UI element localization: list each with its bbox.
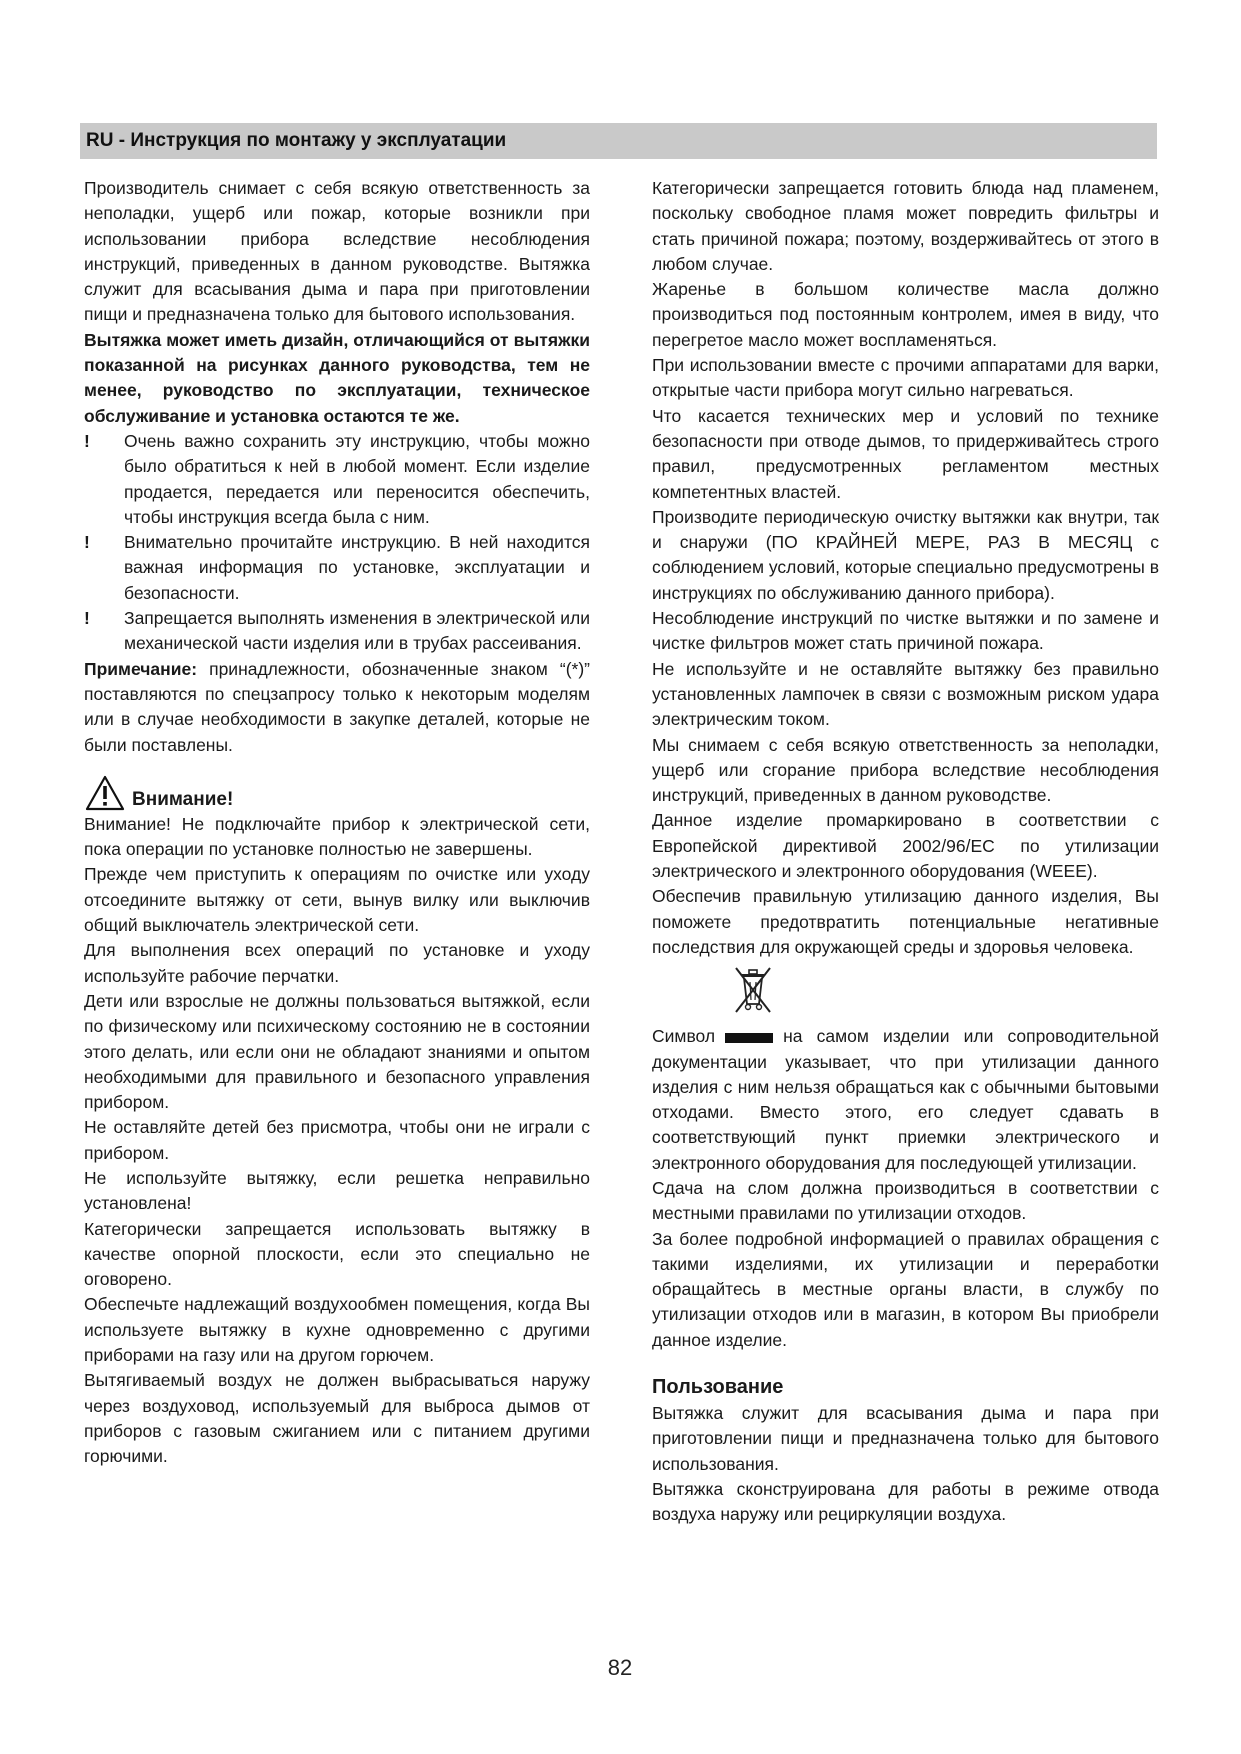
- weee-paragraph: Данное изделие промаркировано в соответствии с Европейской директивой 2002/96/ЕС по утилизации электрического и электронного оборудования (WEEE).: [652, 810, 1159, 882]
- warning-paragraph: Внимание! Не подключайте прибор к электрической сети, пока операции по установке полностью не завершены.: [84, 813, 590, 860]
- warning-triangle-icon: [84, 774, 126, 812]
- weee-paragraph: Обеспечив правильную утилизацию данного изделия, Вы поможете предотвратить потенциальные негативные последствия для окружающей среды и здоровья человека.: [652, 886, 1159, 957]
- safety-paragraph: Что касается технических мер и условий по технике безопасности при отводе дымов, то придерживайтесь строго правил, предусмотренных регламентом местных компетентных властей.: [652, 405, 1159, 502]
- usage-heading: Пользование: [652, 1376, 784, 1399]
- bullet-item: [84, 530, 590, 606]
- safety-paragraph: Категорически запрещается готовить блюда над пламенем, поскольку свободное пламя может повредить фильтры и стать причиной пожара; поэтому, воздерживайтесь от этого в любом случае.: [652, 178, 1159, 274]
- bullet-text: Внимательно прочитайте инструкцию. В ней находится важная информация по установке, эксплуатации и безопасности.: [124, 532, 590, 603]
- exclamation-mark: !: [84, 532, 90, 553]
- safety-paragraph: Мы снимаем с себя всякую ответственность за неполадки, ущерб или сгорание прибора вследствие несоблюдения инструкций, приведенных в данном руководстве.: [652, 734, 1159, 806]
- warning-title: Внимание!: [132, 788, 234, 810]
- symbol-word: Символ: [652, 1026, 716, 1047]
- page-number: 82: [607, 1655, 633, 1680]
- warning-paragraph: Категорически запрещается использовать вытяжку в качестве опорной плоскости, если это специально не оговорено.: [84, 1218, 590, 1290]
- usage-paragraph: Вытяжка служит для всасывания дыма и пара при приготовлении пищи и предназначена только для бытового использования.: [652, 1403, 1159, 1474]
- exclamation-mark: !: [84, 430, 90, 451]
- crossed-bin-icon: [730, 964, 776, 1018]
- usage-paragraph: Вытяжка сконструирована для работы в режиме отвода воздуха наружу или рециркуляции воздуха.: [652, 1478, 1159, 1525]
- symbol-text: на самом изделии или сопроводительной документации указывает, что при утилизации данного изделия с ним нельзя обращаться как с обычными бытовыми отходами. Вместо этого, его следует сдавать в соответствующий пункт приемки электрического и электронного оборудования для последующей утилизации.: [652, 1026, 1159, 1173]
- right-column: [652, 176, 1159, 1528]
- warning-paragraph: Вытягиваемый воздух не должен выбрасываться наружу через воздуховод, используемый для выброса дымов от приборов с газовым сжиганием или с питанием другими горючими.: [84, 1370, 590, 1467]
- note-label: Примечание:: [84, 658, 198, 679]
- note-text: принадлежности, обозначенные знаком “(*)” поставляются по спецзапросу только к некоторым моделям или в случае необходимости в закупке деталей, которые не были поставлены.: [84, 658, 590, 755]
- disposal-paragraph: Сдача на слом должна производиться в соответствии с местными правилами по утилизации отходов.: [652, 1177, 1159, 1224]
- warning-paragraph: Прежде чем приступить к операциям по очистке или уходу отсоедините вытяжку от сети, вынув вилку или выключив общий выключатель электрической сети.: [84, 864, 590, 936]
- disposal-paragraph: За более подробной информацией о правилах обращения с такими изделиями, их утилизации и переработки обращайтесь в местные органы власти, в службу по утилизации отходов или в магазин, в котором Вы приобрели данное изделие.: [652, 1228, 1159, 1350]
- safety-paragraph: Производите периодическую очистку вытяжки как внутри, так и снаружи (ПО КРАЙНЕЙ МЕРЕ, РАЗ В МЕСЯЦ с соблюдением условий, которые специально предусмотрены в инструкциях по обслуживанию данного прибора).: [652, 506, 1159, 603]
- bullet-item: [84, 606, 590, 657]
- exclamation-mark: !: [84, 608, 90, 629]
- note-paragraph: [84, 657, 590, 758]
- bullet-text: Запрещается выполнять изменения в электрической или механической части изделия или в трубах рассеивания.: [124, 608, 590, 654]
- warning-paragraph: Для выполнения всех операций по установке и уходу используйте рабочие перчатки.: [84, 940, 590, 986]
- section-header: [80, 123, 1157, 159]
- section-title: RU - Инструкция по монтажу у эксплуатации: [86, 130, 507, 151]
- bullet-text: Очень важно сохранить эту инструкцию, чтобы можно было обратиться к ней в любой момент. Если изделие продается, передается или переносится обеспечить, чтобы инструкция всегда была с ним.: [124, 430, 590, 527]
- black-bar-icon: [725, 1033, 773, 1043]
- intro-paragraph: Производитель снимает с себя всякую ответственность за неполадки, ущерб или пожар, которые возникли при использовании прибора вследствие несоблюдения инструкций, приведенных в данном руководстве. Вытяжка служит для всасывания дыма и пара при приготовлении пищи и предназначена только для бытового использования.: [84, 178, 590, 325]
- symbol-paragraph: [652, 1024, 1159, 1176]
- warning-paragraph: Не оставляйте детей без присмотра, чтобы они не играли с прибором.: [84, 1117, 590, 1163]
- safety-paragraph: Не используйте и не оставляйте вытяжку без правильно установленных лампочек в связи с возможным риском удара электрическим током.: [652, 658, 1159, 730]
- safety-paragraph: Несоблюдение инструкций по чистке вытяжки и по замене и чистке фильтров может стать причиной пожара.: [652, 608, 1159, 654]
- left-column: [84, 176, 590, 1470]
- design-note-paragraph: Вытяжка может иметь дизайн, отличающийся от вытяжки показанной на рисунках данного руководства, тем не менее, руководство по эксплуатации, техническое обслуживание и установка остаются те же.: [84, 329, 590, 426]
- safety-paragraph: Жаренье в большом количестве масла должно производиться под постоянным контролем, имея в виду, что перегретое масло может воспламеняться.: [652, 279, 1159, 350]
- bullet-item: [84, 429, 590, 530]
- weee-symbol-area: [652, 964, 1159, 1024]
- safety-paragraph: При использовании вместе с прочими аппаратами для варки, открытые части прибора могут сильно нагреваться.: [652, 355, 1159, 401]
- warning-paragraph: Не используйте вытяжку, если решетка неправильно установлена!: [84, 1167, 590, 1214]
- warning-paragraph: Дети или взрослые не должны пользоваться вытяжкой, если по физическому или психическому состоянию не в состоянии этого делать, или если они не обладают знаниями и опытом необходимыми для правильного и безопасного управления прибором.: [84, 990, 590, 1113]
- warning-heading: [84, 768, 590, 812]
- warning-paragraph: Обеспечьте надлежащий воздухообмен помещения, когда Вы используете вытяжку в кухне одновременно с другими приборами на газу или на другом горючем.: [84, 1294, 590, 1366]
